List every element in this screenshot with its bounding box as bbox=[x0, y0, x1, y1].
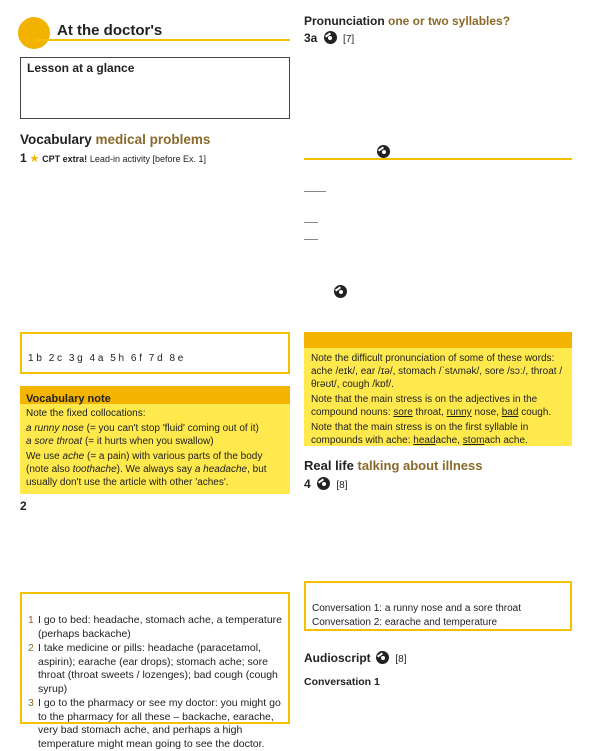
vocabulary-note-line-2 bbox=[26, 435, 284, 448]
exercise-2-number: 2 bbox=[20, 499, 27, 513]
exercise-3a-number: 3a bbox=[304, 31, 318, 45]
note-text: ). We always say bbox=[116, 464, 193, 475]
section-divider bbox=[304, 158, 572, 160]
answer-blank-line bbox=[304, 222, 318, 223]
exercise-4-number: 4 bbox=[304, 477, 311, 491]
audioscript-heading bbox=[304, 651, 406, 665]
vocabulary-heading-sub: medical problems bbox=[95, 132, 211, 147]
lesson-at-a-glance-box bbox=[20, 57, 290, 119]
star-icon: ★ bbox=[29, 153, 40, 165]
answers-1-row bbox=[28, 353, 183, 364]
stressed-word: runny bbox=[446, 407, 472, 418]
vocabulary-note-line-3 bbox=[26, 450, 284, 489]
answer-item: 1 b bbox=[28, 353, 42, 364]
answer-item: 8 e bbox=[169, 353, 184, 364]
collocation-runny-nose: a runny nose bbox=[26, 423, 84, 434]
answer-item: 3 g bbox=[68, 353, 83, 364]
answer-item: 6 f bbox=[130, 353, 142, 364]
audio-cd-icon[interactable] bbox=[377, 145, 390, 158]
answer-number: 1 bbox=[28, 614, 34, 626]
answer-text: I go to the pharmacy or see my doctor: you might go to the pharmacy for all these – backache, earache, very bad stomach ache, and perhaps a high temperature might mean going to see the doctor. bbox=[38, 697, 281, 750]
note-text: Note that the main stress is on the first syllable in compounds with ache: bbox=[311, 422, 529, 446]
audioscript-title: Audioscript bbox=[304, 651, 371, 665]
page-title: At the doctor's bbox=[57, 22, 163, 39]
collocation-runny-nose-def: (= you can't stop 'fluid' coming out of it) bbox=[86, 423, 259, 434]
collocation-sore-throat-def: (= it hurts when you swallow) bbox=[84, 436, 214, 447]
conversation-1-answer: Conversation 1: a runny nose and a sore throat bbox=[312, 603, 522, 614]
stressed-syllable: head bbox=[413, 435, 436, 446]
note-text: ach ache. bbox=[484, 435, 528, 446]
vocabulary-note-intro: Note the fixed collocations: bbox=[26, 408, 146, 419]
note-text: , but usually don't use the article with other 'aches'. bbox=[26, 464, 267, 488]
exercise-1-text: Lead-in activity [before Ex. 1] bbox=[89, 154, 206, 164]
pronunciation-heading-sub: one or two syllables? bbox=[388, 14, 511, 28]
answer-blank-line bbox=[304, 191, 326, 192]
pronunciation-note-body bbox=[304, 348, 572, 451]
exercise-3a-line bbox=[304, 31, 354, 45]
audio-cd-icon[interactable] bbox=[324, 31, 337, 44]
stressed-word: bad bbox=[501, 407, 519, 418]
conversation-2-answer: Conversation 2: earache and temperature bbox=[312, 617, 498, 628]
note-text: Note that the main stress is on the adjectives in the compound nouns: bbox=[311, 394, 538, 418]
pronunciation-heading bbox=[304, 14, 510, 28]
note-italic-ache: ache bbox=[62, 451, 85, 462]
track-number: [8] bbox=[395, 654, 407, 665]
note-text: throat, bbox=[415, 407, 444, 418]
note-text: nose, bbox=[474, 407, 499, 418]
pronunciation-note-box bbox=[304, 332, 572, 446]
collocation-sore-throat: a sore throat bbox=[26, 436, 83, 447]
track-number: [7] bbox=[343, 34, 355, 45]
vocabulary-heading-main: Vocabulary bbox=[20, 132, 92, 147]
real-life-heading-main: Real life bbox=[304, 458, 354, 473]
answers-box-exercise-1 bbox=[20, 332, 290, 374]
note-text: cough. bbox=[521, 407, 552, 418]
answer-number: 3 bbox=[28, 697, 34, 709]
note-text: ache, bbox=[435, 435, 461, 446]
answer-text: I go to bed: headache, stomach ache, a temperature (perhaps backache) bbox=[38, 614, 282, 640]
vocabulary-note-title: Vocabulary note bbox=[26, 393, 111, 405]
audio-cd-icon[interactable] bbox=[317, 477, 330, 490]
answer-item: 2 c bbox=[48, 353, 63, 364]
vocabulary-note-body bbox=[20, 404, 290, 492]
answer-item: 4 a bbox=[89, 353, 104, 364]
title-underline bbox=[36, 39, 290, 41]
note-italic-toothache: toothache bbox=[72, 464, 117, 475]
vocabulary-note-box bbox=[20, 386, 290, 494]
answer-item: 7 d bbox=[148, 353, 163, 364]
exercise-1-number: 1 bbox=[20, 151, 27, 165]
pronunciation-note-para-3 bbox=[311, 421, 565, 447]
audio-cd-icon[interactable] bbox=[334, 285, 347, 298]
note-text: We use bbox=[26, 451, 60, 462]
answer-2-item-2 bbox=[28, 642, 282, 696]
real-life-heading bbox=[304, 458, 482, 473]
stressed-syllable: stom bbox=[462, 435, 485, 446]
audioscript-conversation-1: Conversation 1 bbox=[304, 676, 380, 688]
vocabulary-heading bbox=[20, 132, 210, 147]
exercise-4-line bbox=[304, 477, 348, 491]
title-circle-decoration bbox=[18, 17, 50, 49]
pronunciation-note-para-2 bbox=[311, 393, 565, 419]
audio-cd-icon[interactable] bbox=[376, 651, 389, 664]
note-text: (= a pain) with various parts of the body (note also bbox=[26, 451, 263, 475]
answer-text: I take medicine or pills: headache (paracetamol, aspirin); earache (ear drops); stomach ache; sore throat (throat sweets / lozenges); bad cough (cough syrup) bbox=[38, 642, 278, 695]
pronunciation-note-para-1: Note the difficult pronunciation of some of these words: ache /eɪk/, ear /ɪə/, stomach /ˈstʌmək/, sore /sɔː/, throat /θrəʊt/, cough /kɒf/. bbox=[311, 353, 563, 390]
pronunciation-heading-main: Pronunciation bbox=[304, 14, 385, 28]
exercise-1-line bbox=[20, 151, 206, 165]
answer-item: 5 h bbox=[110, 353, 125, 364]
real-life-heading-sub: talking about illness bbox=[357, 458, 483, 473]
vocabulary-note-header bbox=[20, 386, 290, 404]
answer-2-item-3 bbox=[28, 697, 282, 751]
stressed-word: sore bbox=[393, 407, 413, 418]
pronunciation-note-header bbox=[304, 332, 572, 348]
answer-number: 2 bbox=[28, 642, 34, 654]
answer-2-item-1 bbox=[28, 614, 282, 641]
cpt-extra-label: CPT extra! bbox=[42, 154, 88, 164]
answer-blank-line bbox=[304, 239, 318, 240]
track-number: [8] bbox=[336, 480, 348, 491]
vocabulary-note-line-1 bbox=[26, 422, 284, 435]
note-italic-headache: a headache bbox=[194, 464, 248, 475]
answers-box-exercise-2 bbox=[20, 592, 290, 750]
lesson-at-a-glance-title: Lesson at a glance bbox=[27, 61, 135, 75]
conversations-answer-box bbox=[304, 581, 572, 631]
